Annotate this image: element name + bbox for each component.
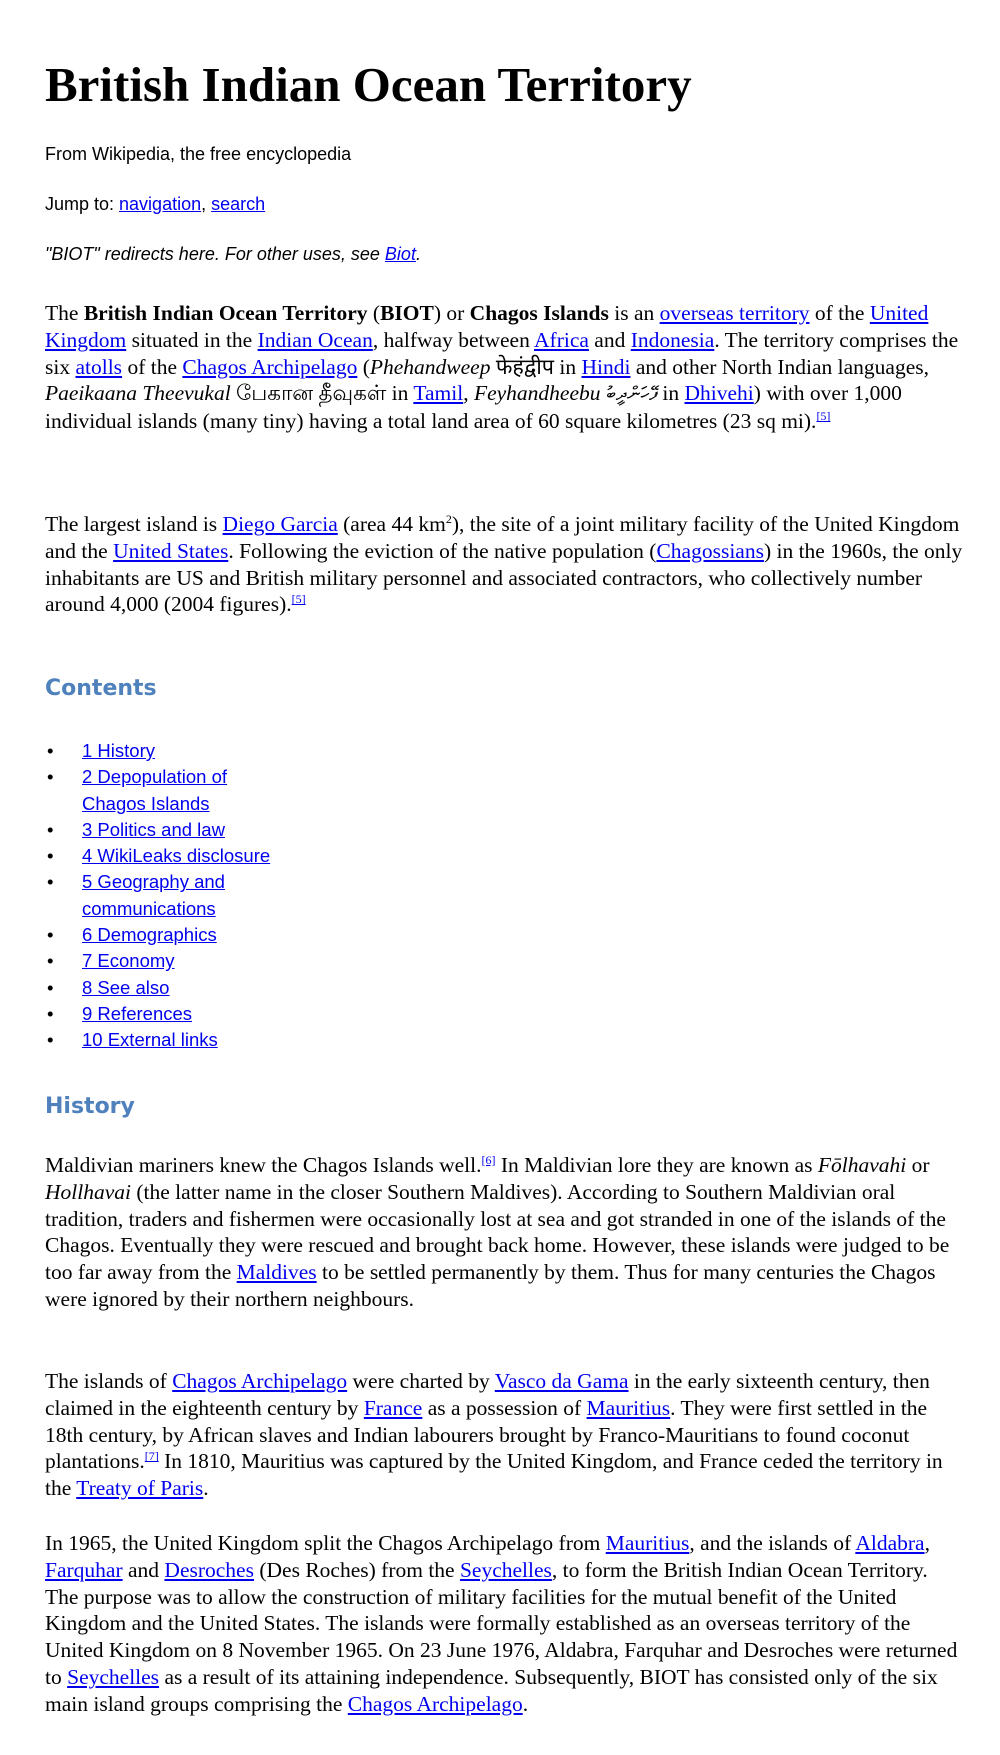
toc-link[interactable]: 9 References bbox=[82, 1002, 193, 1024]
wiki-link[interactable]: Seychelles bbox=[459, 1557, 552, 1582]
text-run: ) with over 1,000 individual islands (many tiny) having a total land area of 60 square kilometres (23 sq mi). bbox=[45, 381, 902, 434]
bold-text: British Indian Ocean Territory bbox=[83, 301, 368, 325]
text-run: , to form the British Indian Ocean Territory. The purpose was to allow the construction of military facilities for the mutual benefit of the United Kingdom and the United States. The islands were formally established as an overseas territory of the United Kingdom on 8 November 1965. On 23 June 1976, Aldabra, Farquhar and Desroches were returned to bbox=[45, 1557, 958, 1689]
history-paragraph-1 bbox=[45, 1152, 965, 1313]
text-run: , and the islands of bbox=[689, 1531, 856, 1555]
text-run: to be settled permanently by them. Thus for many centuries the Chagos were ignored by their northern neighbours. bbox=[45, 1260, 936, 1311]
text-run: The bbox=[45, 301, 84, 325]
text-run: is an bbox=[608, 301, 660, 325]
wiki-link[interactable]: Farquhar bbox=[45, 1557, 123, 1582]
superscript: 2 bbox=[445, 511, 452, 526]
text-run: The islands of bbox=[45, 1369, 173, 1393]
italic-text: Fōlhavahi bbox=[817, 1153, 907, 1177]
text-run: . Following the eviction of the native population ( bbox=[228, 538, 657, 563]
text-run: , bbox=[463, 381, 474, 406]
text-run: , halfway between bbox=[372, 327, 535, 352]
citation bbox=[145, 1449, 159, 1463]
citation bbox=[816, 409, 830, 423]
tagline-text: From Wikipedia, the free encyclopedia bbox=[45, 144, 352, 164]
text-run: . They were first settled in the 18th century, by African slaves and Indian labourers brought by Franco-Mauritians to found coconut plantations. bbox=[45, 1395, 928, 1474]
bold-text: Chagos Islands bbox=[469, 301, 609, 325]
wiki-link[interactable]: Treaty of Paris bbox=[76, 1476, 204, 1501]
toc-item bbox=[45, 764, 272, 817]
wiki-link[interactable]: Indian Ocean bbox=[257, 327, 373, 352]
citation-link[interactable]: [6] bbox=[481, 1152, 496, 1167]
text-run: and bbox=[588, 327, 631, 352]
text-run: ) or bbox=[433, 301, 470, 325]
toc-item bbox=[45, 975, 272, 1001]
wiki-link[interactable]: Chagossians bbox=[656, 538, 764, 563]
wiki-link[interactable]: Diego Garcia bbox=[222, 512, 338, 536]
text-run: (Des Roches) from the bbox=[253, 1557, 460, 1582]
wiki-link[interactable]: Africa bbox=[534, 327, 589, 352]
toc-item bbox=[45, 738, 272, 764]
jump-label: Jump to: bbox=[45, 194, 120, 214]
text-run: in the early sixteenth century, then claimed in the eighteenth century by bbox=[45, 1369, 930, 1420]
intro-paragraph-2 bbox=[45, 511, 965, 618]
text-run: The largest island is bbox=[45, 512, 223, 536]
hatnote bbox=[45, 244, 421, 265]
wiki-link[interactable]: Chagos Archipelago bbox=[182, 354, 358, 379]
contents-heading: Contents bbox=[45, 676, 157, 701]
wiki-link[interactable]: United Kingdom bbox=[45, 301, 929, 352]
text-run: . bbox=[203, 1476, 209, 1501]
hatnote-text: "BIOT" redirects here. For other uses, see bbox=[45, 244, 385, 264]
citation-link[interactable]: [7] bbox=[144, 1449, 159, 1464]
toc-item bbox=[45, 843, 272, 869]
toc-link[interactable]: 1 History bbox=[82, 740, 155, 761]
tagline bbox=[45, 144, 351, 165]
text-run: फेहंद्वीप in bbox=[490, 354, 582, 379]
text-run: ) in the 1960s, the only inhabitants are US and British military personnel and associated contractors, who collectively number around 4,000 (2004 figures). bbox=[45, 538, 963, 617]
toc-item bbox=[45, 1001, 272, 1027]
citation-link[interactable]: [5] bbox=[816, 409, 831, 424]
toc-link[interactable]: 6 Demographics bbox=[82, 924, 217, 946]
text-run: . The territory comprises the six bbox=[45, 327, 959, 379]
wiki-link[interactable]: France bbox=[363, 1395, 423, 1420]
toc-item bbox=[45, 948, 272, 974]
toc-link[interactable]: 8 See also bbox=[82, 976, 170, 998]
toc-item bbox=[45, 1027, 272, 1053]
toc-item bbox=[45, 817, 272, 843]
text-run: (area 44 km bbox=[337, 512, 446, 536]
wiki-link[interactable]: Hindi bbox=[581, 354, 631, 379]
wiki-link[interactable]: Tamil bbox=[413, 381, 464, 406]
intro-paragraph-1 bbox=[45, 300, 965, 435]
bullet-icon: • bbox=[47, 1029, 54, 1051]
italic-text: Paeikaana Theevukal bbox=[45, 381, 231, 406]
wiki-link[interactable]: Mauritius bbox=[605, 1531, 690, 1555]
citation-link[interactable]: [5] bbox=[291, 592, 306, 607]
text-run: situated in the bbox=[126, 327, 258, 352]
text-run: of the bbox=[809, 301, 870, 325]
jump-search-link[interactable]: search bbox=[211, 194, 266, 214]
text-run: In Maldivian lore they are known as bbox=[495, 1153, 818, 1177]
text-run: . bbox=[522, 1691, 529, 1716]
bullet-icon: • bbox=[47, 818, 54, 840]
text-run: Maldivian mariners knew the Chagos Islands well. bbox=[45, 1153, 482, 1177]
text-run: (the latter name in the closer Southern Maldives). According to Southern Maldivian oral tradition, traders and fishermen were occasionally lost at sea and got stranded in one of the islands of the Chagos. Eventually they were rescued and brought back home. However, these islands were judged to be too far away from the bbox=[45, 1179, 950, 1285]
text-run: பேகான தீவுகள் in bbox=[230, 381, 414, 406]
hatnote-end: . bbox=[415, 244, 421, 264]
italic-text: Feyhandheebu bbox=[473, 381, 601, 406]
history-heading: History bbox=[45, 1094, 135, 1119]
wiki-link[interactable]: Dhivehi bbox=[684, 381, 754, 406]
wiki-link[interactable]: Seychelles bbox=[67, 1664, 160, 1689]
text-run: or bbox=[906, 1153, 930, 1177]
text-run: In 1810, Mauritius was captured by the United Kingdom, and France ceded the territory in the bbox=[45, 1449, 943, 1501]
text-run: and other North Indian languages, bbox=[630, 354, 929, 379]
text-run: In 1965, the United Kingdom split the Chagos Archipelago from bbox=[45, 1531, 606, 1555]
text-run: as a result of its attaining independence. Subsequently, BIOT has consisted only of the six main island groups comprising the bbox=[45, 1664, 938, 1716]
toc-link[interactable]: 10 External links bbox=[82, 1029, 218, 1051]
wiki-link[interactable]: United States bbox=[113, 538, 229, 563]
wiki-link[interactable]: Indonesia bbox=[630, 327, 715, 352]
text-run: of the bbox=[122, 354, 183, 379]
text-run: , bbox=[924, 1531, 930, 1555]
bullet-icon: • bbox=[47, 976, 54, 998]
dhivehi-script: ފޭހަންދީބު bbox=[600, 383, 658, 406]
wiki-link[interactable]: atolls bbox=[75, 354, 123, 379]
toc-link[interactable]: 2 Depopulation of Chagos Islands bbox=[82, 766, 228, 814]
bullet-icon: • bbox=[47, 871, 54, 893]
bullet-icon: • bbox=[47, 1002, 54, 1024]
bold-text: BIOT bbox=[380, 301, 434, 325]
jump-separator: , bbox=[201, 194, 212, 214]
bullet-icon: • bbox=[47, 766, 54, 788]
wiki-link[interactable]: overseas territory bbox=[659, 301, 810, 325]
text-run: and bbox=[122, 1557, 165, 1582]
toc-item bbox=[45, 869, 272, 922]
bullet-icon: • bbox=[47, 924, 54, 946]
toc-item bbox=[45, 922, 272, 948]
bullet-icon: • bbox=[47, 845, 54, 867]
italic-text: Hollhavai bbox=[45, 1179, 131, 1204]
bullet-icon: • bbox=[47, 740, 54, 761]
wiki-link[interactable]: Desroches bbox=[164, 1557, 254, 1582]
citation bbox=[292, 592, 306, 606]
bullet-icon: • bbox=[47, 950, 54, 972]
hatnote-biot-link[interactable]: Biot bbox=[384, 244, 416, 264]
text-run: as a possession of bbox=[422, 1395, 587, 1420]
text-run: were charted by bbox=[347, 1369, 495, 1393]
toc-link[interactable]: 5 Geography and communications bbox=[82, 871, 225, 919]
wiki-link[interactable]: Aldabra bbox=[855, 1531, 925, 1555]
jump-links bbox=[45, 194, 265, 215]
page-title: British Indian Ocean Territory bbox=[45, 57, 692, 112]
wiki-link[interactable]: Mauritius bbox=[586, 1395, 671, 1420]
wiki-link[interactable]: Chagos Archipelago bbox=[347, 1691, 523, 1716]
history-paragraph-2 bbox=[45, 1368, 965, 1502]
history-paragraph-3 bbox=[45, 1530, 965, 1718]
jump-navigation-link[interactable]: navigation bbox=[119, 194, 202, 214]
text-run: ( bbox=[367, 301, 381, 325]
toc-link[interactable]: 4 WikiLeaks disclosure bbox=[82, 845, 271, 867]
text-run: ), the site of a joint military facility of the United Kingdom and the bbox=[45, 512, 960, 563]
table-of-contents bbox=[45, 738, 272, 1054]
toc-link[interactable]: 7 Economy bbox=[82, 950, 175, 972]
italic-text: Phehandweep bbox=[369, 354, 491, 379]
text-run: in bbox=[657, 381, 685, 406]
toc-link[interactable]: 3 Politics and law bbox=[82, 818, 225, 840]
wiki-link[interactable]: Maldives bbox=[236, 1260, 317, 1285]
wiki-link[interactable]: Chagos Archipelago bbox=[172, 1369, 348, 1393]
wiki-link[interactable]: Vasco da Gama bbox=[494, 1369, 629, 1393]
text-run: ( bbox=[357, 354, 370, 379]
citation bbox=[481, 1153, 495, 1167]
